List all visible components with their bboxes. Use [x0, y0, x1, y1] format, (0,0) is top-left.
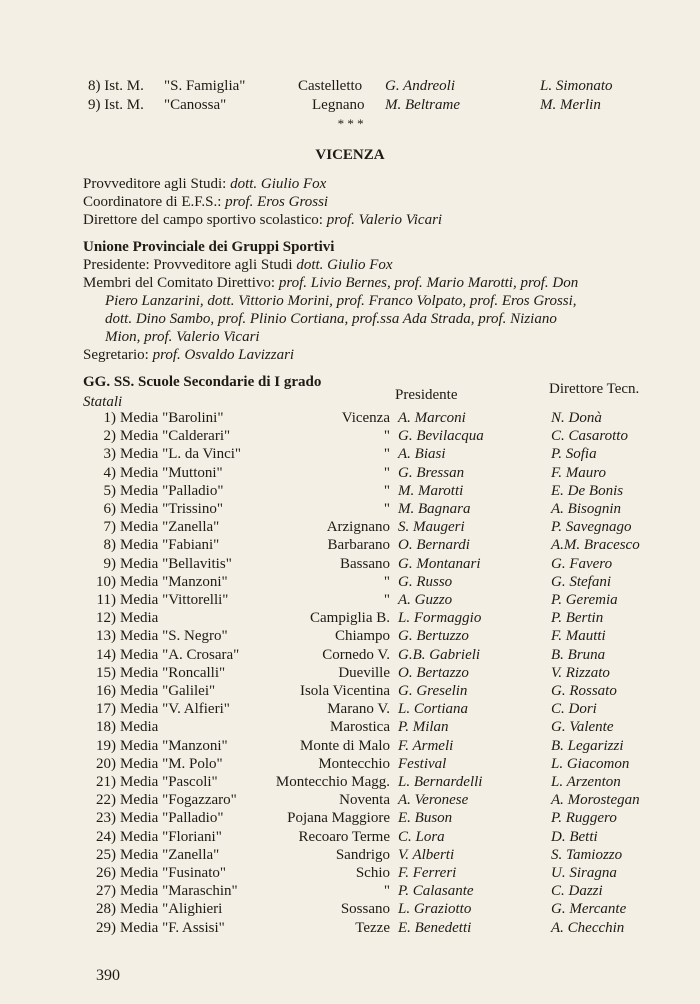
row-president: G. Bertuzzo — [398, 628, 469, 645]
row-president: G. Montanari — [398, 555, 481, 572]
row-number: 3) — [103, 446, 116, 463]
row-number: 17) — [96, 701, 116, 718]
row-city: " — [383, 446, 390, 463]
table-row — [0, 427, 700, 445]
row-number: 16) — [96, 683, 116, 699]
row-school: Media "Palladio" — [120, 810, 224, 827]
table-row — [0, 828, 700, 846]
row-school: Media "M. Polo" — [120, 755, 223, 772]
row-city: Chiampo — [335, 628, 390, 645]
official-line — [83, 193, 328, 211]
row-director: A. Checchin — [551, 919, 625, 936]
entry-president: G. Andreoli — [385, 78, 455, 94]
row-president: G. Bressan — [398, 464, 465, 481]
row-city: Noventa — [339, 792, 390, 809]
row-number: 13) — [96, 628, 116, 645]
row-number: 4) — [103, 464, 116, 481]
row-number: 27) — [96, 883, 116, 900]
row-number: 5) — [103, 482, 116, 499]
entry-president: M. Beltrame — [385, 97, 460, 113]
row-number: 7) — [103, 519, 116, 536]
row-number: 11) — [96, 592, 116, 608]
page-number: 390 — [96, 967, 120, 984]
row-city: Sandrigo — [335, 846, 390, 863]
row-city: Vicenza — [341, 410, 390, 426]
table-row — [0, 846, 700, 864]
row-number: 24) — [96, 828, 116, 845]
row-school: Media "Bellavitis" — [120, 555, 232, 572]
table-row — [0, 646, 700, 664]
row-city: " — [383, 501, 390, 517]
row-president: F. Ferreri — [398, 865, 457, 881]
table-row — [0, 609, 700, 627]
row-president: A. Marconi — [398, 410, 466, 426]
table-row — [0, 773, 700, 791]
table-row — [0, 482, 700, 500]
table-row — [0, 409, 700, 427]
official-value: dott. Giulio Fox — [230, 176, 327, 192]
column-header-president: Presidente — [395, 387, 458, 403]
union-secretary-label: Segretario: — [83, 347, 149, 363]
table-row — [0, 882, 700, 900]
row-president: S. Maugeri — [398, 519, 465, 536]
row-director: G. Rossato — [551, 683, 617, 699]
row-school: Media "Fabiani" — [120, 537, 220, 554]
row-president: M. Bagnara — [398, 501, 471, 517]
row-number: 19) — [96, 737, 116, 754]
union-president-line — [83, 256, 393, 274]
row-president: G. Russo — [398, 573, 453, 590]
entry-number: 8) Ist. M. — [88, 78, 144, 94]
row-city: Tezze — [355, 919, 390, 936]
row-number: 2) — [103, 428, 116, 445]
row-school: Media "Pascoli" — [120, 774, 218, 790]
row-city: " — [383, 482, 390, 499]
union-members-line — [83, 274, 578, 292]
union-members-text: Mion, prof. Valerio Vicari — [105, 329, 260, 345]
table-row — [0, 555, 700, 573]
row-director: U. Siragna — [551, 865, 617, 881]
row-president: L. Graziotto — [398, 901, 472, 918]
row-president: L. Bernardelli — [398, 774, 483, 790]
row-president: E. Buson — [398, 810, 453, 827]
row-number: 21) — [96, 774, 116, 790]
row-school: Media "S. Negro" — [120, 628, 228, 645]
row-president: Festival — [398, 755, 447, 772]
schools-subtitle: Statali — [83, 394, 123, 410]
row-director: G. Stefani — [551, 573, 611, 590]
union-members-text: dott. Dino Sambo, prof. Plinio Cortiana, prof.ssa Ada Strada, prof. Niziano — [105, 311, 557, 327]
row-director: C. Casarotto — [551, 428, 628, 445]
row-school: Media "V. Alfieri" — [120, 701, 230, 718]
row-president: C. Lora — [398, 828, 445, 845]
row-city: Barbarano — [327, 537, 390, 554]
official-value: prof. Eros Grossi — [225, 194, 329, 210]
row-number: 14) — [96, 646, 116, 663]
row-director: F. Mauro — [551, 464, 607, 481]
official-value: prof. Valerio Vicari — [326, 212, 443, 228]
row-president: A. Veronese — [398, 792, 469, 809]
row-director: A.M. Bracesco — [551, 537, 640, 554]
row-city: Campiglia B. — [310, 610, 390, 627]
row-school: Media "Zanella" — [120, 519, 220, 536]
table-row — [0, 919, 700, 937]
row-president: M. Marotti — [398, 482, 464, 499]
row-school: Media "Palladio" — [120, 482, 224, 499]
row-president: L. Cortiana — [398, 701, 469, 718]
separator: * * * — [337, 116, 363, 131]
row-number: 28) — [96, 901, 116, 918]
row-number: 1) — [103, 410, 116, 426]
entry-school: "Canossa" — [164, 97, 227, 113]
column-header-director: Direttore Tecn. — [549, 381, 640, 397]
table-row — [0, 791, 700, 809]
row-school: Media "Fusinato" — [120, 865, 226, 881]
row-director: F. Mautti — [551, 628, 606, 645]
union-secretary-value: prof. Osvaldo Lavizzari — [152, 347, 295, 363]
table-row — [0, 664, 700, 682]
row-director: V. Rizzato — [551, 664, 610, 681]
entry-school: "S. Famiglia" — [164, 78, 246, 94]
row-president: P. Milan — [398, 719, 449, 736]
table-row — [0, 518, 700, 536]
table-row — [0, 445, 700, 463]
row-number: 29) — [96, 919, 116, 936]
row-director: E. De Bonis — [551, 482, 624, 499]
row-president: V. Alberti — [398, 846, 455, 863]
table-row — [0, 500, 700, 518]
row-number: 12) — [96, 610, 116, 627]
row-number: 15) — [96, 664, 116, 681]
row-school: Media "Roncalli" — [120, 664, 226, 681]
row-school: Media "Manzoni" — [120, 573, 228, 590]
row-director: P. Ruggero — [551, 810, 617, 827]
table-row — [0, 864, 700, 882]
table-row — [0, 627, 700, 645]
table-row — [0, 809, 700, 827]
row-director: D. Betti — [551, 828, 598, 845]
row-school: Media "F. Assisi" — [120, 919, 225, 936]
row-director: N. Donà — [551, 410, 602, 426]
official-line — [83, 211, 442, 229]
row-school: Media "Trissino" — [120, 501, 223, 517]
row-director: C. Dazzi — [551, 883, 603, 900]
row-president: A. Guzzo — [398, 592, 453, 608]
table-row — [0, 900, 700, 918]
row-president: G. Greselin — [398, 683, 468, 699]
row-school: Media "Floriani" — [120, 828, 222, 845]
row-city: Montecchio Magg. — [275, 774, 390, 790]
row-number: 23) — [96, 810, 116, 827]
row-director: A. Bisognin — [551, 501, 621, 517]
row-city: Isola Vicentina — [299, 683, 390, 699]
row-president: O. Bertazzo — [398, 664, 469, 681]
row-city: Sossano — [340, 901, 390, 918]
row-number: 9) — [103, 555, 116, 572]
union-secretary-line — [83, 346, 294, 364]
top-entry — [0, 77, 700, 95]
row-city: Schio — [355, 865, 390, 881]
row-director: B. Legarizzi — [551, 737, 624, 754]
table-row — [0, 682, 700, 700]
row-number: 6) — [103, 501, 116, 517]
row-city: Marostica — [330, 719, 390, 736]
row-city: Pojana Maggiore — [287, 810, 390, 827]
row-school: Media "Muttoni" — [120, 464, 223, 481]
row-city: Montecchio — [318, 755, 390, 772]
entry-number: 9) Ist. M. — [88, 97, 144, 113]
row-number: 26) — [96, 865, 116, 881]
row-number: 22) — [96, 792, 116, 809]
row-president: A. Biasi — [398, 446, 446, 463]
table-row — [0, 718, 700, 736]
table-row — [0, 536, 700, 554]
row-director: A. Morostegan — [551, 792, 640, 809]
row-director: G. Mercante — [551, 901, 627, 918]
row-number: 20) — [96, 755, 116, 772]
row-director: B. Bruna — [551, 646, 606, 663]
row-city: Recoaro Terme — [298, 828, 390, 845]
row-school: Media — [120, 610, 159, 627]
row-number: 18) — [96, 719, 116, 736]
row-school: Media "Fogazzaro" — [120, 792, 237, 809]
row-school: Media "Galilei" — [120, 683, 216, 699]
row-director: S. Tamiozzo — [551, 846, 623, 863]
table-row — [0, 700, 700, 718]
row-school: Media "Vittorelli" — [120, 592, 229, 608]
row-city: Monte di Malo — [300, 737, 390, 754]
row-director: L. Arzenton — [551, 774, 621, 790]
row-school: Media "Maraschin" — [120, 883, 238, 900]
official-label: Coordinatore di E.F.S.: — [83, 194, 222, 210]
row-city: " — [383, 883, 390, 900]
top-entry — [0, 96, 700, 114]
union-title: Unione Provinciale dei Gruppi Sportivi — [83, 239, 335, 255]
row-director: L. Giacomon — [551, 755, 630, 772]
row-school: Media — [120, 719, 159, 736]
row-city: Bassano — [340, 555, 390, 572]
row-city: Arzignano — [326, 519, 390, 536]
row-number: 10) — [96, 573, 116, 590]
row-city: Cornedo V. — [322, 646, 390, 663]
row-school: Media "Zanella" — [120, 846, 220, 863]
union-members-text: prof. Livio Bernes, prof. Mario Marotti, prof. Don — [278, 275, 579, 291]
row-director: G. Valente — [551, 719, 614, 736]
row-city: Marano V. — [327, 701, 390, 718]
official-line — [83, 175, 326, 193]
row-city: " — [383, 464, 390, 481]
row-president: G. Bevilacqua — [398, 428, 484, 445]
union-president-value: dott. Giulio Fox — [296, 257, 393, 273]
row-president: F. Armeli — [398, 737, 454, 754]
row-director: P. Bertin — [551, 610, 604, 627]
row-president: E. Benedetti — [398, 919, 472, 936]
union-members-text: Piero Lanzarini, dott. Vittorio Morini, prof. Franco Volpato, prof. Eros Grossi, — [105, 293, 577, 309]
row-city: " — [383, 573, 390, 590]
row-president: G.B. Gabrieli — [398, 646, 481, 663]
row-school: Media "L. da Vinci" — [120, 446, 242, 463]
row-school: Media "Alighieri — [120, 901, 223, 918]
row-director: P. Savegnago — [551, 519, 632, 536]
union-members-label: Membri del Comitato Direttivo: — [83, 275, 276, 291]
row-school: Media "A. Crosara" — [120, 646, 240, 663]
schools-title: GG. SS. Scuole Secondarie di I grado — [83, 374, 322, 390]
entry-city: Legnano — [312, 97, 365, 113]
row-director: P. Sofia — [551, 446, 597, 463]
row-city: " — [383, 592, 390, 608]
table-row — [0, 573, 700, 591]
entry-city: Castelletto — [298, 78, 363, 94]
row-school: Media "Barolini" — [120, 410, 224, 426]
row-school: Media "Manzoni" — [120, 737, 228, 754]
table-row — [0, 737, 700, 755]
row-director: G. Favero — [551, 555, 613, 572]
row-number: 25) — [96, 846, 116, 863]
official-label: Provveditore agli Studi: — [83, 176, 227, 192]
union-president-label: Presidente: Provveditore agli Studi — [83, 257, 293, 273]
table-row — [0, 755, 700, 773]
row-president: L. Formaggio — [398, 610, 482, 627]
official-label: Direttore del campo sportivo scolastico: — [83, 212, 323, 228]
row-president: O. Bernardi — [398, 537, 470, 554]
table-row — [0, 591, 700, 609]
table-row — [0, 464, 700, 482]
row-school: Media "Calderari" — [120, 428, 231, 445]
section-title: VICENZA — [315, 147, 385, 163]
entry-director: L. Simonato — [540, 78, 613, 94]
row-city: " — [383, 428, 390, 445]
row-director: C. Dori — [551, 701, 597, 718]
row-director: P. Geremia — [551, 592, 618, 608]
row-number: 8) — [103, 537, 116, 554]
row-president: P. Calasante — [398, 883, 474, 900]
entry-director: M. Merlin — [540, 97, 601, 113]
row-city: Dueville — [338, 664, 390, 681]
